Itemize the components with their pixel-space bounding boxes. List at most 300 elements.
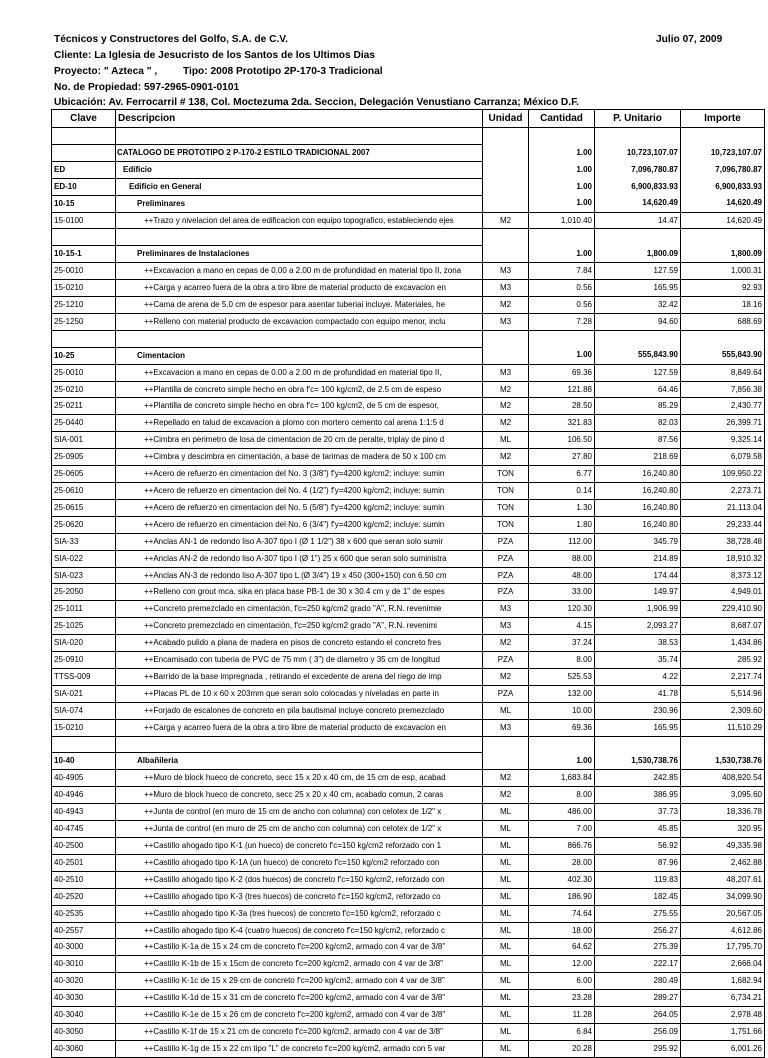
cell-unit: ML [483, 973, 529, 990]
cell-amount: 8,373.12 [681, 567, 765, 584]
table-row [52, 398, 765, 415]
cell-unit-price: 275.55 [595, 905, 681, 922]
cell-unit: M2 [483, 212, 529, 229]
empty-cell [116, 229, 483, 246]
cell-unit-price: 14.47 [595, 212, 681, 229]
table-row [52, 702, 765, 719]
cell-unit-price: 16,240.80 [595, 516, 681, 533]
cell-code: 40-2500 [52, 838, 116, 855]
cell-unit-price: 87.56 [595, 432, 681, 449]
cell-quantity: 120.30 [529, 601, 595, 618]
cell-code: SIA-022 [52, 550, 116, 567]
table-row [52, 685, 765, 702]
col-header-unit-price: P. Unitario [595, 110, 681, 128]
cell-quantity: 6.77 [529, 466, 595, 483]
empty-cell [116, 736, 483, 753]
table-row [52, 381, 765, 398]
cell-description: ++Acero de refuerzo en cimentacion del No. 3 (3/8") f'y=4200 kg/cm2; incluye: sumin [116, 466, 483, 483]
group-row [52, 144, 765, 161]
cell-quantity: 106.50 [529, 432, 595, 449]
cell-unit: M2 [483, 381, 529, 398]
cell-quantity: 402.30 [529, 871, 595, 888]
group-row [52, 195, 765, 212]
cell-amount: 2,666.04 [681, 956, 765, 973]
cell-unit: PZA [483, 652, 529, 669]
table-row [52, 449, 765, 466]
cell-unit: M3 [483, 280, 529, 297]
col-header-quantity: Cantidad [529, 110, 595, 128]
cell-unit: M3 [483, 601, 529, 618]
cell-amount: 1,000.31 [681, 263, 765, 280]
cell-unit-price: 275.39 [595, 939, 681, 956]
cell-description: ++Cama de arena de 5.0 cm de espesor para asentar tuberiai incluye. Materiales, he [116, 297, 483, 314]
cell-unit-price: 280.49 [595, 973, 681, 990]
cell-unit-price: 127.59 [595, 364, 681, 381]
table-row [52, 1023, 765, 1040]
cell-description: ++Forjado de escalones de concreto en pila bautismal incluye concreto premezclado [116, 702, 483, 719]
empty-cell [681, 128, 765, 145]
cell-unit-price: 1,530,738.76 [595, 753, 681, 770]
table-row [52, 990, 765, 1007]
cell-unit: ML [483, 1023, 529, 1040]
empty-cell [595, 736, 681, 753]
cell-description: ++Muro de block hueco de concreto, secc 15 x 20 x 40 cm, de 15 cm de esp, acabad [116, 770, 483, 787]
cell-code: 25-0010 [52, 364, 116, 381]
cell-unit: ML [483, 922, 529, 939]
table-row [52, 432, 765, 449]
cell-description: ++Concreto premezclado en cimentación, f'c=250 kg/cm2 grado "A", R.N. revenimie [116, 601, 483, 618]
cell-description: ++Castillo K-1f de 15 x 21 cm de concreto f'c=200 kg/cm2, armado con 4 var de 3/8" [116, 1023, 483, 1040]
cell-unit-price: 165.95 [595, 280, 681, 297]
cell-quantity: 8.00 [529, 787, 595, 804]
table-row [52, 973, 765, 990]
cell-amount: 408,920.54 [681, 770, 765, 787]
cell-quantity: 486.00 [529, 804, 595, 821]
cell-code: 15-0210 [52, 280, 116, 297]
cell-amount: 21,113.04 [681, 499, 765, 516]
cell-code: ED [52, 161, 116, 178]
cell-code: 25-1210 [52, 297, 116, 314]
cell-description: ++Castillo K-1b de 15 x 15cm de concreto f'c=200 kg/cm2, armado con 4 var de 3/8" [116, 956, 483, 973]
cell-description: ++Plantilla de concreto simple hecho en obra f'c= 100 kg/cm2, de 2.5 cm de espeso [116, 381, 483, 398]
cell-code: 10-15-1 [52, 246, 116, 263]
cell-unit-price: 16,240.80 [595, 466, 681, 483]
cell-description: ++Excavacion a mano en cepas de 0.00 a 2.00 m de profundidad en material tipo II, [116, 364, 483, 381]
cell-code: 25-1011 [52, 601, 116, 618]
cell-amount: 18.16 [681, 297, 765, 314]
cell-quantity: 132.00 [529, 685, 595, 702]
table-row [52, 871, 765, 888]
cell-code: 25-1250 [52, 313, 116, 330]
table-row [52, 297, 765, 314]
cell-unit: M2 [483, 398, 529, 415]
cell-code: 15-0100 [52, 212, 116, 229]
cell-amount: 1,530,738.76 [681, 753, 765, 770]
table-row [52, 905, 765, 922]
col-header-amount: Importe [681, 110, 765, 128]
cell-code: 25-0010 [52, 263, 116, 280]
location-line: Ubicación: Av. Ferrocarril # 138, Col. Moctezuma 2da. Seccion, Delegación Venustiano Carranza; México D.F. [54, 97, 580, 108]
cell-code: 40-2557 [52, 922, 116, 939]
cell-code [52, 144, 116, 161]
cell-code: SIA-001 [52, 432, 116, 449]
cell-description: CATALOGO DE PROTOTIPO 2 P-170-2 ESTILO TRADICIONAL 2007 [116, 144, 483, 161]
cell-unit: ML [483, 702, 529, 719]
cell-unit: PZA [483, 550, 529, 567]
cell-unit: M3 [483, 719, 529, 736]
cell-description: ++Acero de refuerzo en cimentacion del No. 4 (1/2") f'y=4200 kg/cm2; incluye: sumin [116, 482, 483, 499]
cell-description: Cimentacion [116, 347, 483, 364]
cell-unit-price: 222.17 [595, 956, 681, 973]
cell-unit: ML [483, 990, 529, 1007]
table-row [52, 787, 765, 804]
cell-amount: 4,612.86 [681, 922, 765, 939]
cell-quantity: 1,683.84 [529, 770, 595, 787]
cell-code: SIA-021 [52, 685, 116, 702]
cell-quantity: 1.00 [529, 347, 595, 364]
cell-unit: ML [483, 888, 529, 905]
cell-unit-price: 256.27 [595, 922, 681, 939]
cell-description: Albañileria [116, 753, 483, 770]
cell-description: ++Castillo ahogado tipo K-2 (dos huecos) de concreto f'c=150 kg/cm2, reforzado con [116, 871, 483, 888]
table-row [52, 601, 765, 618]
cell-unit-price: 127.59 [595, 263, 681, 280]
cell-unit-price: 82.03 [595, 415, 681, 432]
cell-description: ++Castillo ahogado tipo K-1 (un hueco) de concreto f'c=150 kg/cm2 reforzado con 1 [116, 838, 483, 855]
cell-amount: 38,728.48 [681, 533, 765, 550]
cell-amount: 2,309.60 [681, 702, 765, 719]
cell-amount: 92.93 [681, 280, 765, 297]
cell-unit-price: 242.85 [595, 770, 681, 787]
cell-unit [483, 161, 529, 178]
cell-unit-price: 32.42 [595, 297, 681, 314]
cell-description: ++Relleno con grout mca. sika en placa base PB-1 de 30 x 30.4 cm y de 1" de espes [116, 584, 483, 601]
cell-unit: M3 [483, 364, 529, 381]
cell-amount: 109,950.22 [681, 466, 765, 483]
cell-quantity: 8.00 [529, 652, 595, 669]
blank-row [52, 229, 765, 246]
cell-code: 40-2501 [52, 854, 116, 871]
cell-unit [483, 753, 529, 770]
cell-code: 25-0440 [52, 415, 116, 432]
cell-description: ++Junta de control (en muro de 15 cm de ancho con columna) con celotex de 1/2" x [116, 804, 483, 821]
cell-amount: 18,336.78 [681, 804, 765, 821]
cell-unit-price: 64.46 [595, 381, 681, 398]
cell-quantity: 1.00 [529, 753, 595, 770]
cell-code: 25-0610 [52, 482, 116, 499]
cell-description: Preliminares [116, 195, 483, 212]
table-row [52, 956, 765, 973]
project-line [54, 66, 383, 77]
cell-quantity: 1.00 [529, 246, 595, 263]
cell-unit: M2 [483, 787, 529, 804]
cell-quantity: 1,010.40 [529, 212, 595, 229]
cell-quantity: 6.84 [529, 1023, 595, 1040]
cell-unit-price: 555,843.90 [595, 347, 681, 364]
table-row [52, 618, 765, 635]
cell-description: ++Castillo ahogado tipo K-3 (tres huecos) de concreto f'c=150 kg/cm2, reforzado co [116, 888, 483, 905]
empty-cell [595, 330, 681, 347]
table-row [52, 770, 765, 787]
cell-amount: 2,273.71 [681, 482, 765, 499]
document-date: Julio 07, 2009 [656, 34, 723, 45]
cell-description: ++Concreto premezclado en cimentación, f'c=250 kg/cm2 grado "A", R.N. revenimi [116, 618, 483, 635]
cell-unit-price: 37.73 [595, 804, 681, 821]
cell-quantity: 7.00 [529, 821, 595, 838]
cell-description: ++Castillo K-1g de 15 x 22 cm tipo "L" de concreto f'c=200 kg/cm2, armado con 5 var [116, 1040, 483, 1057]
cell-unit [483, 144, 529, 161]
client-line: Cliente: La Iglesia de Jesucristo de los Santos de los Ultimos Dias [54, 50, 376, 61]
cell-amount: 20,567.05 [681, 905, 765, 922]
table-row [52, 499, 765, 516]
cell-quantity: 28.00 [529, 854, 595, 871]
cell-amount: 2,430.77 [681, 398, 765, 415]
empty-cell [52, 736, 116, 753]
cell-unit-price: 345.79 [595, 533, 681, 550]
cell-description: ++Castillo K-1d de 15 x 31 cm de concreto f'c=200 kg/cm2, armado con 4 var de 3/8" [116, 990, 483, 1007]
cell-code: 40-2535 [52, 905, 116, 922]
table-row [52, 888, 765, 905]
table-row [52, 854, 765, 871]
cell-quantity: 28.50 [529, 398, 595, 415]
cell-amount: 8,849.64 [681, 364, 765, 381]
table-row [52, 939, 765, 956]
cell-unit-price: 119.83 [595, 871, 681, 888]
cell-unit-price: 295.92 [595, 1040, 681, 1057]
table-row [52, 263, 765, 280]
cell-code: 40-3050 [52, 1023, 116, 1040]
cell-unit-price: 10,723,107.07 [595, 144, 681, 161]
cell-unit: M3 [483, 618, 529, 635]
cell-description: ++Trazo y nivelacion del area de edificacion con equipo topografico, estableciendo ejes [116, 212, 483, 229]
cell-code: SIA-33 [52, 533, 116, 550]
cell-code: 40-2520 [52, 888, 116, 905]
cell-description: Edificio en General [116, 178, 483, 195]
cell-amount: 7,096,780.87 [681, 161, 765, 178]
cell-code: SIA-020 [52, 635, 116, 652]
table-row [52, 821, 765, 838]
group-row [52, 178, 765, 195]
cell-quantity: 1.00 [529, 178, 595, 195]
cell-quantity: 6.00 [529, 973, 595, 990]
table-row [52, 584, 765, 601]
cell-unit-price: 386.95 [595, 787, 681, 804]
cell-quantity: 186.90 [529, 888, 595, 905]
cell-unit: PZA [483, 685, 529, 702]
cell-code: ED-10 [52, 178, 116, 195]
cell-description: ++Acabado pulido a plana de madera en pisos de concreto estando el concreto fres [116, 635, 483, 652]
cell-unit: M2 [483, 449, 529, 466]
empty-cell [116, 128, 483, 145]
cell-quantity: 23.28 [529, 990, 595, 1007]
cell-description: ++Anclas AN-2 de redondo liso A-307 tipo I (Ø 1") 25 x 600 que seran solo suministra [116, 550, 483, 567]
cell-unit: TON [483, 466, 529, 483]
cell-quantity: 27.80 [529, 449, 595, 466]
cell-description: ++Muro de block hueco de concreto, secc 25 x 20 x 40 cm, acabado comun, 2 caras [116, 787, 483, 804]
group-row [52, 347, 765, 364]
blank-row [52, 736, 765, 753]
cell-code: 25-0211 [52, 398, 116, 415]
cell-amount: 2,978.48 [681, 1007, 765, 1024]
cell-amount: 49,335.98 [681, 838, 765, 855]
empty-cell [116, 330, 483, 347]
cell-unit: M2 [483, 668, 529, 685]
table-row [52, 1040, 765, 1057]
cell-description: Preliminares de Instalaciones [116, 246, 483, 263]
cell-unit-price: 214.89 [595, 550, 681, 567]
cell-quantity: 74.64 [529, 905, 595, 922]
cell-unit: ML [483, 905, 529, 922]
cell-amount: 26,399.71 [681, 415, 765, 432]
cell-code: 25-0905 [52, 449, 116, 466]
cell-quantity: 12.00 [529, 956, 595, 973]
cell-unit-price: 16,240.80 [595, 499, 681, 516]
blank-row [52, 128, 765, 145]
cell-description: ++Acero de refuerzo en cimentacion del No. 6 (3/4") f'y=4200 kg/cm2; incluye: sumin [116, 516, 483, 533]
cell-description: ++Cimbra y descimbra en cimentación, a base de tarimas de madera de 50 x 100 cm [116, 449, 483, 466]
cell-amount: 3,095.60 [681, 787, 765, 804]
cell-unit-price: 2,093.27 [595, 618, 681, 635]
cell-quantity: 112.00 [529, 533, 595, 550]
cell-amount: 1,682.94 [681, 973, 765, 990]
cell-description: ++Cimbra en perimetro de losa de cimentacion de 20 cm de peralte, triplay de pino d [116, 432, 483, 449]
property-number: No. de Propiedad: 597-2965-0901-0101 [54, 82, 240, 93]
cell-quantity: 88.00 [529, 550, 595, 567]
cell-amount: 320.95 [681, 821, 765, 838]
cell-description: ++Carga y acarreo fuera de la obra a tiro libre de material producto de excavacion en [116, 719, 483, 736]
col-header-description: Descripcion [116, 110, 483, 128]
table-row [52, 280, 765, 297]
empty-cell [483, 330, 529, 347]
cell-amount: 5,514.96 [681, 685, 765, 702]
cell-unit-price: 1,906.99 [595, 601, 681, 618]
cell-unit: ML [483, 854, 529, 871]
cell-unit: ML [483, 804, 529, 821]
empty-cell [52, 128, 116, 145]
cell-code: TTSS-009 [52, 668, 116, 685]
table-row [52, 482, 765, 499]
empty-cell [681, 736, 765, 753]
cell-unit-price: 6,900,833.93 [595, 178, 681, 195]
cell-quantity: 1.80 [529, 516, 595, 533]
cell-unit-price: 264.05 [595, 1007, 681, 1024]
cell-amount: 2,217.74 [681, 668, 765, 685]
cell-quantity: 7.28 [529, 313, 595, 330]
cell-unit-price: 4.22 [595, 668, 681, 685]
cell-unit-price: 165.95 [595, 719, 681, 736]
cell-unit: ML [483, 1007, 529, 1024]
cell-description: ++Anclas AN-3 de redondo liso A-307 tipo L (Ø 3/4") 19 x 450 (300+150) con 6.50 cm [116, 567, 483, 584]
cell-unit: ML [483, 1040, 529, 1057]
cell-code: 40-4905 [52, 770, 116, 787]
cell-quantity: 1.00 [529, 161, 595, 178]
group-row [52, 753, 765, 770]
empty-cell [483, 229, 529, 246]
cell-quantity: 0.14 [529, 482, 595, 499]
cell-amount: 4,949.01 [681, 584, 765, 601]
cell-unit: ML [483, 432, 529, 449]
cell-quantity: 1.30 [529, 499, 595, 516]
cell-quantity: 33.00 [529, 584, 595, 601]
cell-unit: ML [483, 871, 529, 888]
cell-quantity: 0.56 [529, 297, 595, 314]
cell-unit: ML [483, 956, 529, 973]
cell-description: ++Castillo ahogado tipo K-1A (un hueco) de concreto f'c=150 kg/cm2 reforzado con [116, 854, 483, 871]
cell-code: 10-25 [52, 347, 116, 364]
cell-code: 10-40 [52, 753, 116, 770]
project-type: Tipo: 2008 Prototipo 2P-170-3 Tradicional [182, 66, 383, 77]
cell-quantity: 4.15 [529, 618, 595, 635]
cell-unit-price: 149.97 [595, 584, 681, 601]
cell-code: 40-3030 [52, 990, 116, 1007]
cell-unit-price: 56.92 [595, 838, 681, 855]
cell-quantity: 48.00 [529, 567, 595, 584]
empty-cell [483, 736, 529, 753]
cell-amount: 34,099.90 [681, 888, 765, 905]
empty-cell [529, 229, 595, 246]
empty-cell [681, 229, 765, 246]
cell-unit [483, 347, 529, 364]
cell-quantity: 866.76 [529, 838, 595, 855]
cell-amount: 9,325.14 [681, 432, 765, 449]
cell-amount: 555,843.90 [681, 347, 765, 364]
cell-code: 40-3060 [52, 1040, 116, 1057]
cell-unit: ML [483, 821, 529, 838]
cell-amount: 6,001.26 [681, 1040, 765, 1057]
table-row [52, 313, 765, 330]
cell-amount: 6,900,833.93 [681, 178, 765, 195]
cell-unit-price: 174.44 [595, 567, 681, 584]
blank-row [52, 330, 765, 347]
cell-amount: 18,910.32 [681, 550, 765, 567]
cell-unit: ML [483, 838, 529, 855]
cell-description: ++Excavacion a mano en cepas de 0.00 a 2.00 m de profundidad en material tipo II, zona [116, 263, 483, 280]
cell-amount: 2,462.88 [681, 854, 765, 871]
table-row [52, 516, 765, 533]
cell-code: 40-4745 [52, 821, 116, 838]
cell-description: ++Anclas AN-1 de redondo liso A-307 tipo I (Ø 1 1/2") 38 x 600 que seran solo sumir [116, 533, 483, 550]
group-row [52, 246, 765, 263]
cell-unit-price: 45.85 [595, 821, 681, 838]
cell-amount: 1,751.66 [681, 1023, 765, 1040]
cell-unit-price: 7,096,780.87 [595, 161, 681, 178]
cell-code: 25-0620 [52, 516, 116, 533]
table-row [52, 838, 765, 855]
cell-quantity: 37.24 [529, 635, 595, 652]
cell-quantity: 18.00 [529, 922, 595, 939]
cell-amount: 688.69 [681, 313, 765, 330]
cell-unit-price: 14,620.49 [595, 195, 681, 212]
cell-quantity: 7.84 [529, 263, 595, 280]
cell-amount: 17,795.70 [681, 939, 765, 956]
cell-unit: PZA [483, 584, 529, 601]
cell-unit: ML [483, 939, 529, 956]
company-name: Técnicos y Constructores del Golfo, S.A. de C.V. [54, 34, 288, 45]
cell-code: 25-2050 [52, 584, 116, 601]
cell-quantity: 0.56 [529, 280, 595, 297]
table-row [52, 212, 765, 229]
project-name: Proyecto: " Azteca " , [54, 66, 158, 77]
cell-unit: M2 [483, 297, 529, 314]
cell-description: Edificio [116, 161, 483, 178]
cell-code: 40-4943 [52, 804, 116, 821]
cell-unit [483, 195, 529, 212]
table-row [52, 668, 765, 685]
cell-unit-price: 94.60 [595, 313, 681, 330]
cell-code: 10-15 [52, 195, 116, 212]
table-row [52, 922, 765, 939]
table-row [52, 652, 765, 669]
